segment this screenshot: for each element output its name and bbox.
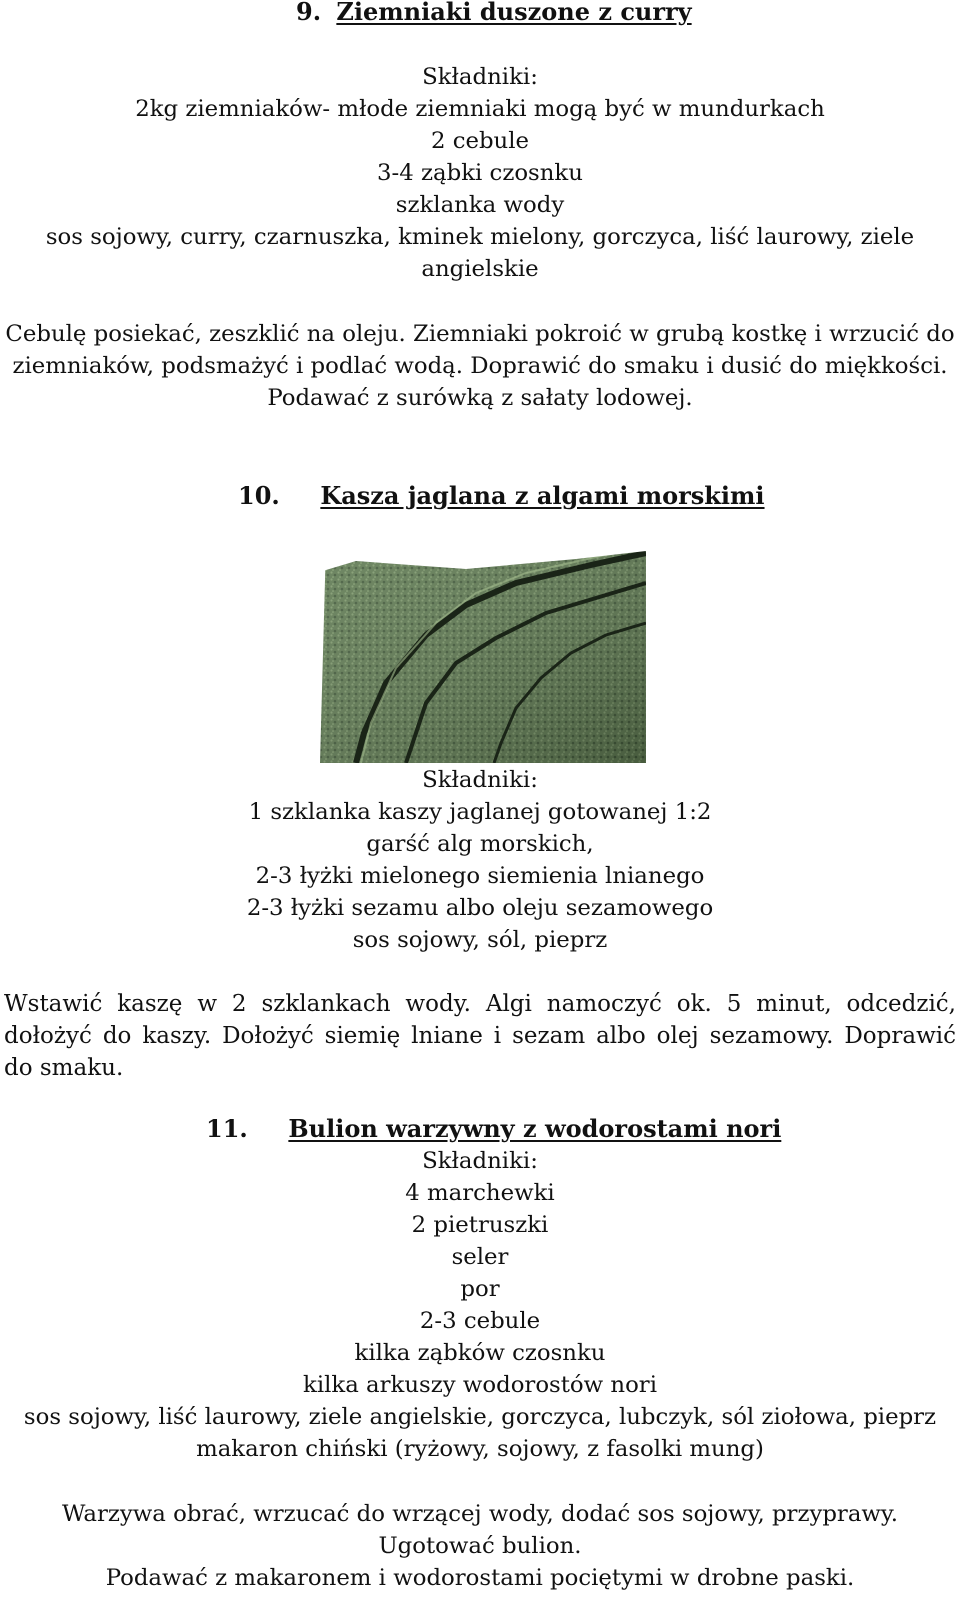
ingredient-line: garść alg morskich, — [366, 831, 594, 857]
ingredient-line: sos sojowy, sól, pieprz — [352, 927, 608, 953]
ingredient-line: angielskie — [421, 256, 539, 282]
instruction-line: Warzywa obrać, wrzucać do wrzącej wody, dodać sos sojowy, przyprawy. — [61, 1501, 899, 1527]
ingredient-line: makaron chiński (ryżowy, sojowy, z fasolki mung) — [196, 1436, 764, 1462]
recipe-10-title: Kasza jaglana z algami morskimi — [320, 481, 765, 510]
seaweed-sheets-photo — [316, 543, 646, 763]
ingredient-line: 3-4 ząbki czosnku — [377, 160, 583, 186]
recipe-9-ingredients-label: Składniki: — [422, 64, 538, 90]
instruction-line: Wstawić kaszę w 2 szklankach wody. Algi namoczyć ok. 5 minut, odcedzić, — [4, 991, 956, 1017]
ingredient-line: 1 szklanka kaszy jaglanej gotowanej 1:2 — [248, 799, 712, 825]
ingredient-line: 2-3 łyżki sezamu albo oleju sezamowego — [246, 895, 714, 921]
ingredient-line: por — [460, 1276, 500, 1302]
ingredient-line: 2 cebule — [430, 128, 530, 154]
ingredient-line: sos sojowy, liść laurowy, ziele angielskie, gorczyca, lubczyk, sól ziołowa, pieprz — [23, 1404, 937, 1430]
recipe-11-title: Bulion warzywny z wodorostami nori — [288, 1114, 782, 1143]
instruction-line: Podawać z surówką z sałaty lodowej. — [267, 385, 693, 411]
instruction-line: Podawać z makaronem i wodorostami pociętymi w drobne paski. — [105, 1565, 855, 1591]
ingredient-line: 2-3 łyżki mielonego siemienia lnianego — [255, 863, 705, 889]
recipe-11-number: 11. — [206, 1114, 248, 1143]
recipe-11-heading — [206, 1113, 781, 1145]
ingredient-line: kilka ząbków czosnku — [354, 1340, 606, 1366]
instruction-line: Ugotować bulion. — [378, 1533, 582, 1559]
recipe-9-heading — [296, 0, 692, 28]
ingredient-line: 4 marchewki — [405, 1180, 555, 1206]
ingredient-line: 2kg ziemniaków- młode ziemniaki mogą być w mundurkach — [135, 96, 825, 122]
recipe-11-ingredients-label: Składniki: — [422, 1148, 538, 1174]
recipe-9-title: Ziemniaki duszone z curry — [336, 0, 692, 26]
recipe-10-number: 10. — [238, 481, 280, 510]
ingredient-line: 2 pietruszki — [411, 1212, 549, 1238]
recipe-10-ingredients-label: Składniki: — [422, 767, 538, 793]
ingredient-line: kilka arkuszy wodorostów nori — [303, 1372, 657, 1398]
instruction-line: Cebulę posiekać, zeszklić na oleju. Ziemniaki pokroić w grubą kostkę i wrzucić do — [5, 321, 955, 347]
ingredient-line: szklanka wody — [395, 192, 565, 218]
ingredient-line: 2-3 cebule — [419, 1308, 541, 1334]
ingredient-line: sos sojowy, curry, czarnuszka, kminek mielony, gorczyca, liść laurowy, ziele — [45, 224, 915, 250]
instruction-line: ziemniaków, podsmażyć i podlać wodą. Doprawić do smaku i dusić do miękkości. — [12, 353, 948, 379]
recipe-9-number: 9. — [296, 0, 322, 26]
recipe-10-heading — [238, 480, 765, 512]
instruction-line: do smaku. — [4, 1055, 124, 1081]
ingredient-line: seler — [451, 1244, 509, 1270]
instruction-line: dołożyć do kaszy. Dołożyć siemię lniane i sezam albo olej sezamowy. Doprawić — [4, 1023, 956, 1049]
